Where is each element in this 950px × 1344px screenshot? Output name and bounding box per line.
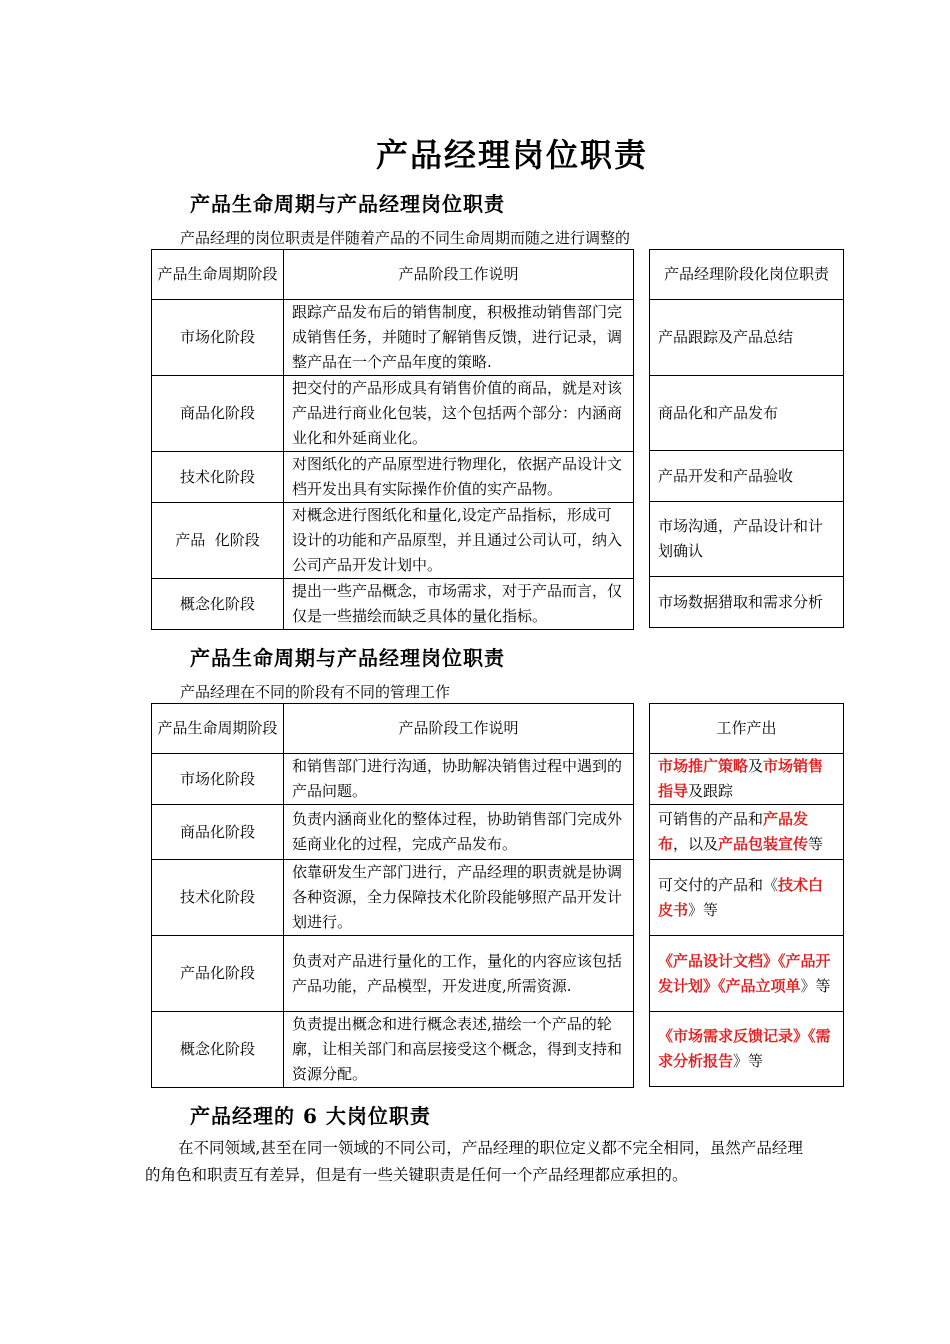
stage-cell: 概念化阶段 xyxy=(152,579,284,630)
output-highlight: 市场需求反馈记录 xyxy=(673,1027,794,1045)
output-text: 可销售的产品和 xyxy=(658,810,764,828)
stage-cell: 商品化阶段 xyxy=(152,805,284,860)
output-highlight: 需求分析报告 xyxy=(658,1027,831,1070)
table-row xyxy=(152,376,634,452)
output-text: ，以及 xyxy=(673,835,719,853)
output-highlight: 市场推广策略 xyxy=(658,757,749,775)
output-text: 及跟踪 xyxy=(688,782,734,800)
duty-cell: 市场沟通，产品设计和计划确认 xyxy=(650,502,844,577)
output-cell xyxy=(650,754,844,805)
output-highlight: 产品立项单 xyxy=(725,976,801,995)
section3-paragraph: 在不同领域,甚至在同一领域的不同公司，产品经理的职位定义都不完全相同，虽然产品经理的角色和职责互有差异，但是有一些关键职责是任何一个产品经理都应承担的。 xyxy=(145,1139,803,1184)
table-row xyxy=(152,1012,634,1088)
table-row xyxy=(650,376,844,451)
header-desc: 产品阶段工作说明 xyxy=(284,250,634,300)
desc-cell: 负责提出概念和进行概念表述,描绘一个产品的轮廓，让相关部门和高层接受这个概念，得到支持和资源分配。 xyxy=(284,1012,634,1088)
table-row xyxy=(152,452,634,503)
output-highlight: 产品开发计划 xyxy=(658,951,831,995)
output-highlight: 产品发布 xyxy=(658,810,809,853)
output-text: 及 xyxy=(748,757,764,775)
stage-cell: 技术化阶段 xyxy=(152,860,284,936)
header-desc: 产品阶段工作说明 xyxy=(284,704,634,754)
desc-cell: 负责对产品进行量化的工作，量化的内容应该包括产品功能，产品模型，开发进度,所需资源. xyxy=(284,936,634,1012)
duty-cell: 产品跟踪及产品总结 xyxy=(650,300,844,376)
header-duty: 产品经理阶段化岗位职责 xyxy=(650,250,844,300)
table-row xyxy=(152,300,634,376)
output-text: 》等 xyxy=(733,1052,764,1070)
table-row xyxy=(650,860,844,936)
section3-heading: 产品经理的 6 大岗位职责 xyxy=(190,1104,431,1128)
output-text: 》《 xyxy=(793,1027,816,1045)
table-row xyxy=(650,754,844,805)
output-highlight: 市场销售指导 xyxy=(658,757,824,800)
table-row xyxy=(650,577,844,628)
section2-intro: 产品经理在不同的阶段有不同的管理工作 xyxy=(180,683,451,701)
desc-cell: 依靠研发生产部门进行，产品经理的职责就是协调各种资源，全力保障技术化阶段能够照产品开发计划进行。 xyxy=(284,860,634,936)
section1-heading: 产品生命周期与产品经理岗位职责 xyxy=(190,192,505,216)
stage-cell: 商品化阶段 xyxy=(152,376,284,452)
desc-cell: 把交付的产品形成具有销售价值的商品，就是对该产品进行商业化包装，这个包括两个部分：内涵商业化和外延商业化。 xyxy=(284,376,634,452)
table-row xyxy=(650,300,844,376)
desc-cell: 提出一些产品概念，市场需求，对于产品而言，仅仅是一些描绘而缺乏具体的量化指标。 xyxy=(284,579,634,630)
desc-cell: 负责内涵商业化的整体过程，协助销售部门完成外延商业化的过程，完成产品发布。 xyxy=(284,805,634,860)
duty-cell: 商品化和产品发布 xyxy=(650,376,844,451)
table-row xyxy=(152,754,634,805)
stage-cell: 市场化阶段 xyxy=(152,754,284,805)
desc-cell: 对概念进行图纸化和量化,设定产品指标，形成可设计的功能和产品原型，并且通过公司认可，纳入公司产品开发计划中。 xyxy=(284,503,634,579)
output-text: 等 xyxy=(808,835,824,853)
output-text: 《 xyxy=(658,1027,674,1045)
table-row xyxy=(650,502,844,577)
output-text: 》等 xyxy=(800,976,831,995)
table-row xyxy=(650,1012,844,1087)
output-cell xyxy=(650,936,844,1012)
duty-cell: 市场数据猎取和需求分析 xyxy=(650,577,844,628)
stage-cell: 产品 化阶段 xyxy=(152,503,284,579)
section2-table-right xyxy=(649,703,844,1087)
output-text: 》等 xyxy=(688,900,719,919)
output-cell xyxy=(650,805,844,860)
table-row xyxy=(152,860,634,936)
stage-cell: 概念化阶段 xyxy=(152,1012,284,1088)
section1-intro: 产品经理的岗位职责是伴随着产品的不同生命周期而随之进行调整的 xyxy=(180,229,631,247)
table-row xyxy=(650,451,844,502)
output-cell xyxy=(650,1012,844,1087)
page-title: 产品经理岗位职责 xyxy=(375,136,648,174)
output-text: 》《 xyxy=(703,976,726,995)
header-output: 工作产出 xyxy=(650,704,844,754)
table-row xyxy=(650,805,844,860)
table-row xyxy=(650,936,844,1012)
table-row xyxy=(152,936,634,1012)
section2-table-left xyxy=(151,703,634,1088)
table-row xyxy=(152,579,634,630)
output-text: 可交付的产品和《 xyxy=(658,875,779,894)
duty-cell: 产品开发和产品验收 xyxy=(650,451,844,502)
header-stage: 产品生命周期阶段 xyxy=(152,250,284,300)
stage-cell: 市场化阶段 xyxy=(152,300,284,376)
output-cell xyxy=(650,860,844,936)
section1-table-left xyxy=(151,249,634,630)
desc-cell: 对图纸化的产品原型进行物理化，依据产品设计文档开发出具有实际操作价值的实产品物。 xyxy=(284,452,634,503)
header-stage: 产品生命周期阶段 xyxy=(152,704,284,754)
desc-cell: 和销售部门进行沟通，协助解决销售过程中遇到的产品问题。 xyxy=(284,754,634,805)
table-row xyxy=(152,503,634,579)
stage-cell: 产品化阶段 xyxy=(152,936,284,1012)
output-highlight: 产品包装宣传 xyxy=(718,835,809,853)
output-text: 《 xyxy=(658,951,674,970)
output-highlight: 技术白皮书 xyxy=(658,875,824,919)
desc-cell: 跟踪产品发布后的销售制度，积极推动销售部门完成销售任务，并随时了解销售反馈，进行记录，调整产品在一个产品年度的策略. xyxy=(284,300,634,376)
output-text: 》《 xyxy=(763,951,786,970)
table-row xyxy=(152,805,634,860)
section1-table-right xyxy=(649,249,844,628)
stage-cell: 技术化阶段 xyxy=(152,452,284,503)
section2-heading: 产品生命周期与产品经理岗位职责 xyxy=(190,646,505,670)
output-highlight: 产品设计文档 xyxy=(673,951,764,970)
